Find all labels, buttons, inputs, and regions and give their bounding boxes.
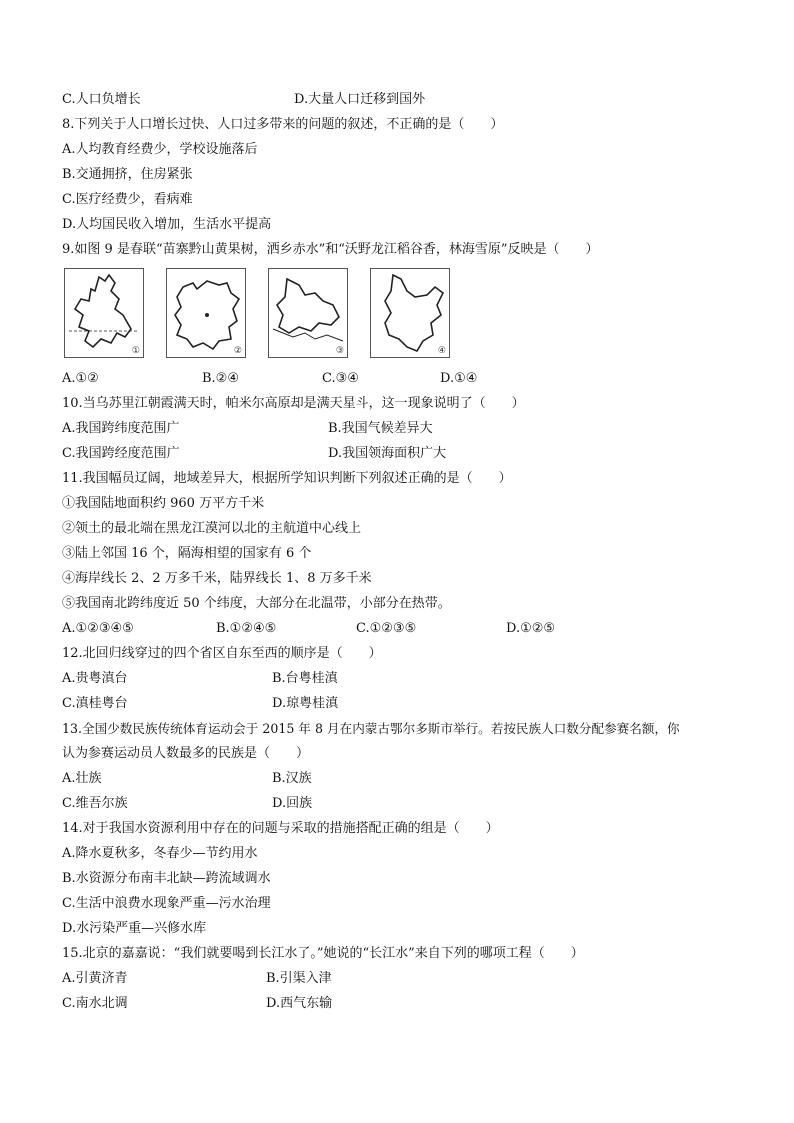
q9-option-c: C.③④ (322, 371, 359, 386)
q12-stem: 12.北回归线穿过的四个省区自东至西的顺序是（ ） (62, 646, 382, 661)
q9-option-a: A.①② (62, 371, 99, 386)
q11-statement-4: ④海岸线长 2、2 万多千米，陆界线长 1、8 万多千米 (62, 571, 372, 586)
q15-option-d: D.西气东输 (266, 996, 333, 1011)
q12-option-c: C.滇桂粤台 (62, 696, 128, 711)
province-outline-2-icon (167, 269, 245, 357)
q10-option-a: A.我国跨纬度范围广 (62, 421, 180, 436)
q14-option-c: C.生活中浪费水现象严重—污水治理 (62, 896, 271, 911)
province-outline-1-icon (65, 269, 143, 357)
q10-option-d: D.我国领海面积广大 (328, 446, 447, 461)
map-number-1: ① (131, 346, 140, 356)
q7-option-d: D.大量人口迁移到国外 (294, 92, 426, 107)
q15-option-b: B.引渠入津 (266, 971, 332, 986)
q13-stem-line-2: 认为参赛运动员人数最多的民族是（ ） (62, 746, 310, 761)
map-number-3: ③ (335, 346, 344, 356)
q14-option-a: A.降水夏秋多，冬春少—节约用水 (62, 846, 258, 861)
q13-option-d: D.回族 (272, 796, 313, 811)
map-number-4: ④ (437, 346, 446, 356)
province-map-3 (268, 268, 348, 358)
q7-option-c: C.人口负增长 (62, 92, 141, 107)
q15-option-c: C.南水北调 (62, 996, 128, 1011)
q11-statement-2: ②领土的最北端在黑龙江漠河以北的主航道中心线上 (62, 521, 362, 536)
q11-option-d: D.①②⑤ (506, 621, 556, 636)
q14-stem: 14.对于我国水资源利用中存在的问题与采取的措施搭配正确的组是（ ） (62, 821, 499, 836)
q9-option-d: D.①④ (440, 371, 478, 386)
q12-option-d: D.琼粤桂滇 (272, 696, 339, 711)
province-outline-4-icon (371, 269, 449, 357)
q11-statement-3: ③陆上邻国 16 个，隔海相望的国家有 6 个 (62, 546, 312, 561)
q8-option-b: B.交通拥挤，住房紧张 (62, 167, 193, 182)
q15-option-a: A.引黄济青 (62, 971, 128, 986)
map-number-2: ② (233, 346, 242, 356)
q10-option-b: B.我国气候差异大 (328, 421, 433, 436)
q13-option-b: B.汉族 (272, 771, 312, 786)
q11-option-a: A.①②③④⑤ (62, 621, 134, 636)
q9-stem: 9.如图 9 是春联“苗寨黔山黄果树，洒乡赤水”和“沃野龙江稻谷香，林海雪原”反映是（ ） (62, 242, 599, 257)
q10-stem: 10.当乌苏里江朝霞满天时，帕米尔高原却是满天星斗，这一现象说明了（ ） (62, 396, 525, 411)
q11-statement-1: ①我国陆地面积约 960 万平方千米 (62, 496, 265, 511)
province-outline-3-icon (269, 269, 347, 357)
q15-stem: 15.北京的嘉嘉说：“我们就要喝到长江水了。”她说的“长江水”来自下列的哪项工程（ ） (62, 946, 584, 961)
province-map-2 (166, 268, 246, 358)
q9-map-figure (64, 268, 454, 360)
q13-option-a: A.壮族 (62, 771, 102, 786)
q11-statement-5: ⑤我国南北跨纬度近 50 个纬度，大部分在北温带，小部分在热带。 (62, 596, 451, 611)
province-map-4 (370, 268, 450, 358)
q12-option-b: B.台粤桂滇 (272, 671, 338, 686)
q8-option-a: A.人均教育经费少，学校设施落后 (62, 142, 258, 157)
q14-option-b: B.水资源分布南丰北缺—跨流域调水 (62, 871, 271, 886)
q8-option-c: C.医疗经费少，看病难 (62, 192, 193, 207)
q14-option-d: D.水污染严重—兴修水库 (62, 921, 207, 936)
province-map-1 (64, 268, 144, 358)
q13-stem-line-1: 13.全国少数民族传统体育运动会于 2015 年 8 月在内蒙古鄂尔多斯市举行。若按民族人口数分配参赛名额，你 (62, 721, 680, 736)
q10-option-c: C.我国跨经度范围广 (62, 446, 180, 461)
q9-option-b: B.②④ (202, 371, 239, 386)
q11-option-c: C.①②③⑤ (356, 621, 417, 636)
q13-option-c: C.维吾尔族 (62, 796, 128, 811)
q8-stem: 8.下列关于人口增长过快、人口过多带来的问题的叙述，不正确的是（ ） (62, 117, 504, 132)
q12-option-a: A.贵粤滇台 (62, 671, 128, 686)
q8-option-d: D.人均国民收入增加，生活水平提高 (62, 217, 272, 232)
q11-stem: 11.我国幅员辽阔，地域差异大，根据所学知识判断下列叙述正确的是（ ） (62, 471, 512, 486)
q11-option-b: B.①②④⑤ (216, 621, 277, 636)
